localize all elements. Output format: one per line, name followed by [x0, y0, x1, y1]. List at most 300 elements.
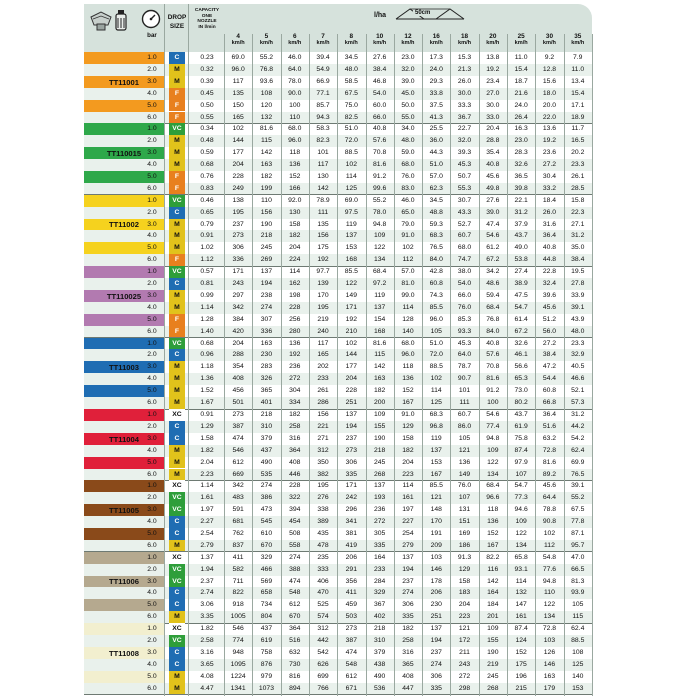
pressure-cell: 1.0 [147, 268, 157, 276]
rate-cell: 22.7 [457, 125, 472, 133]
capacity-cell: 2.79 [200, 541, 214, 549]
rate-cell: 192 [289, 351, 301, 359]
rate-cell: 91.3 [457, 553, 472, 561]
rate-cell: 419 [345, 541, 357, 549]
rate-cell: 341 [345, 518, 357, 526]
rate-cell: 57.6 [373, 137, 387, 145]
rate-cell: 79.0 [401, 220, 415, 228]
rate-cell: 190 [373, 434, 386, 442]
rate-cell: 296 [345, 506, 357, 514]
drop-size-cell: C [169, 599, 185, 611]
rate-cell: 60.7 [457, 232, 472, 240]
rate-cell: 20.4 [486, 125, 500, 133]
rate-cell: 62.4 [571, 625, 585, 633]
rate-cell: 77.3 [514, 494, 528, 502]
rate-cell: 39.8 [514, 184, 528, 192]
rate-cell: 218 [373, 446, 386, 454]
rate-cell: 32.9 [571, 351, 585, 359]
rate-cell: 18.4 [542, 196, 557, 204]
rate-cell: 144 [345, 351, 357, 359]
drop-size-cell: M [169, 290, 185, 302]
rate-cell: 36.4 [542, 411, 557, 418]
speed-unit: km/h [542, 40, 556, 46]
rate-cell: 27.8 [571, 280, 585, 288]
rate-cell: 447 [402, 684, 414, 692]
speed-value: 20 [489, 33, 497, 40]
pressure-cell: 3.0 [147, 291, 157, 299]
rate-cell: 170 [430, 518, 442, 526]
rate-cell: 286 [317, 399, 329, 407]
rate-cell: 1073 [258, 684, 274, 692]
rate-cell: 164 [487, 589, 499, 597]
rate-cell: 107 [515, 470, 527, 478]
rate-cell: 117 [317, 339, 329, 347]
speed-unit: km/h [344, 40, 358, 46]
rate-cell: 43.3 [457, 208, 472, 216]
rate-cell: 142 [317, 184, 329, 192]
rate-cell: 75.8 [514, 434, 528, 442]
rate-cell: 68.3 [429, 232, 443, 240]
rate-cell: 288 [232, 351, 244, 359]
rate-cell: 291 [345, 565, 357, 573]
rate-cell: 245 [260, 244, 273, 252]
rate-cell: 33.8 [429, 89, 443, 97]
rate-cell: 15.4 [571, 89, 585, 97]
capacity-cell: 0.83 [200, 184, 214, 192]
column-divider [281, 34, 282, 696]
rate-cell: 60.8 [429, 280, 443, 288]
rate-cell: 21.3 [457, 65, 472, 73]
rate-cell: 13.4 [571, 77, 585, 85]
rate-cell: 61.2 [486, 244, 500, 252]
speed-unit: km/h [514, 40, 528, 46]
rate-cell: 109 [373, 232, 386, 240]
rate-cell: 333 [317, 565, 329, 573]
rate-cell: 94.6 [514, 506, 528, 514]
rate-cell: 136 [289, 161, 301, 169]
rate-cell: 699 [317, 672, 329, 680]
rate-cell: 52.7 [457, 220, 472, 228]
rate-cell: 70.8 [486, 363, 500, 371]
rate-cell: 60.8 [542, 387, 557, 395]
rate-cell: 191 [430, 529, 442, 537]
capacity-cell: 0.59 [200, 149, 214, 157]
rate-cell: 32.0 [457, 137, 472, 145]
rate-cell: 48.0 [571, 327, 585, 335]
rate-cell: 167 [402, 399, 414, 407]
rate-cell: 335 [373, 541, 386, 549]
pressure-cell: 1.0 [147, 411, 157, 418]
rate-cell: 804 [260, 613, 273, 621]
pressure-cell: 6.0 [147, 256, 157, 264]
rate-cell: 39.6 [542, 291, 557, 299]
pressure-cell: 2.0 [147, 494, 157, 502]
drop-size-cell: M [169, 385, 185, 397]
pressure-cell: 3.0 [147, 149, 157, 157]
rate-cell: 36.4 [542, 232, 557, 240]
column-divider [337, 34, 338, 696]
rate-cell: 274 [260, 482, 273, 490]
capacity-cell: 3.35 [200, 613, 214, 621]
speed-header [535, 34, 563, 46]
rate-cell: 18.9 [571, 113, 585, 121]
rate-cell: 312 [317, 446, 329, 454]
speed-value: 10 [376, 33, 384, 40]
pressure-cell: 5.0 [147, 172, 157, 180]
rate-cell: 50.0 [401, 101, 415, 109]
rate-cell: 342 [232, 482, 244, 490]
speed-value: 5 [264, 33, 269, 40]
rate-cell: 233 [317, 375, 329, 383]
rate-cell: 548 [289, 589, 301, 597]
nozzle-name: TT11002 [109, 220, 139, 230]
rate-cell: 254 [402, 529, 414, 537]
pressure-cell: 2.0 [147, 208, 157, 216]
rate-cell: 152 [402, 387, 414, 395]
rate-cell: 273 [345, 625, 357, 633]
rate-cell: 218 [260, 411, 273, 418]
rate-cell: 68.4 [373, 268, 387, 276]
drop-size-cell: M [169, 457, 185, 469]
rate-cell: 273 [345, 446, 357, 454]
rate-cell: 77.4 [486, 422, 500, 430]
rate-cell: 194 [345, 422, 357, 430]
rate-cell: 610 [260, 529, 273, 537]
rate-cell: 20.2 [571, 149, 585, 157]
rate-cell: 163 [543, 672, 556, 680]
rate-cell: 1224 [230, 672, 246, 680]
rate-cell: 28.8 [486, 137, 500, 145]
bottle-icon [114, 9, 128, 31]
rate-cell: 119 [430, 434, 442, 442]
rate-cell: 48.0 [401, 137, 415, 145]
rate-cell: 274 [289, 553, 301, 561]
drop-size-cell: VC [169, 576, 185, 588]
pressure-cell: 5.0 [147, 387, 157, 395]
rate-cell: 38.4 [571, 256, 585, 264]
capacity-cell: 1.02 [200, 244, 214, 252]
rate-cell: 379 [373, 648, 386, 656]
pressure-cell: 1.0 [147, 196, 157, 204]
rate-cell: 107 [458, 494, 471, 502]
rate-cell: 137 [402, 553, 414, 561]
rate-cell: 178 [430, 577, 442, 585]
speed-header [224, 34, 252, 46]
rate-cell: 137 [430, 625, 442, 633]
rate-cell: 32.4 [542, 280, 557, 288]
rate-cell: 152 [487, 529, 499, 537]
rate-cell: 46.0 [288, 54, 302, 61]
rate-cell: 118 [402, 363, 414, 371]
rate-cell: 206 [345, 553, 357, 561]
pressure-cell: 2.0 [147, 351, 157, 359]
rate-cell: 23.0 [401, 54, 415, 61]
rate-cell: 582 [232, 565, 244, 573]
rate-cell: 102 [402, 244, 414, 252]
rate-cell: 90.0 [288, 89, 302, 97]
rate-cell: 136 [487, 518, 499, 526]
rate-cell: 53.8 [514, 256, 528, 264]
rate-cell: 19.5 [571, 268, 585, 276]
rate-cell: 261 [317, 387, 329, 395]
rate-cell: 57.0 [429, 172, 443, 180]
rate-cell: 237 [402, 577, 414, 585]
rate-cell: 68.0 [401, 161, 415, 169]
pressure-cell: 5.0 [147, 244, 157, 252]
rate-cell: 670 [260, 541, 273, 549]
rate-cell: 388 [289, 565, 301, 573]
drop-size-cell: F [169, 171, 185, 183]
rate-cell: 99.0 [401, 291, 415, 299]
rate-cell: 272 [458, 672, 471, 680]
rate-cell: 591 [232, 506, 244, 514]
drop-size-cell: F [169, 314, 185, 326]
rate-cell: 276 [317, 494, 329, 502]
rate-cell: 69.9 [571, 458, 585, 466]
rate-cell: 151 [458, 518, 471, 526]
rate-cell: 62.3 [429, 184, 443, 192]
rate-cell: 17.3 [429, 54, 443, 61]
rate-cell: 72.0 [344, 137, 358, 145]
rate-cell: 175 [317, 244, 329, 252]
rate-cell: 97.5 [344, 208, 358, 216]
rate-cell: 146 [543, 660, 556, 668]
rate-cell: 21.6 [514, 89, 528, 97]
rate-cell: 258 [289, 422, 301, 430]
speed-header [366, 34, 394, 46]
rate-cell: 87.4 [514, 625, 528, 633]
rate-cell: 54.8 [542, 553, 557, 561]
rate-cell: 200 [373, 399, 386, 407]
rate-cell: 64.0 [288, 65, 302, 73]
rate-cell: 446 [289, 470, 301, 478]
rate-cell: 42.8 [429, 268, 443, 276]
speed-value: 35 [574, 33, 582, 40]
rate-cell: 77.1 [316, 89, 330, 97]
rate-cell: 230 [430, 601, 442, 609]
pressure-cell: 5.0 [147, 315, 157, 323]
rate-cell: 387 [232, 422, 244, 430]
rate-cell: 137 [345, 232, 357, 240]
rate-cell: 435 [317, 529, 329, 537]
speed-header [450, 34, 478, 46]
capacity-cell: 1.37 [200, 553, 214, 561]
rate-cell: 364 [289, 625, 301, 633]
rate-cell: 190 [487, 648, 499, 656]
pressure-cell: 6.0 [147, 399, 157, 407]
pressure-cell: 1.0 [147, 54, 157, 61]
rate-cell: 122 [515, 529, 527, 537]
rate-cell: 545 [260, 518, 273, 526]
capacity-label [190, 8, 224, 30]
rate-cell: 108 [260, 89, 273, 97]
capacity-cell: 0.34 [200, 125, 214, 133]
rate-cell: 401 [260, 399, 273, 407]
rate-cell: 22.1 [514, 196, 528, 204]
rate-cell: 38.9 [514, 280, 528, 288]
rate-cell: 171 [232, 268, 244, 276]
rate-cell: 29.3 [429, 77, 443, 85]
rate-cell: 93.1 [514, 565, 528, 573]
rate-cell: 91.2 [486, 387, 500, 395]
rate-cell: 51.0 [429, 339, 443, 347]
drop-size-cell: F [169, 183, 185, 195]
rate-cell: 69.0 [231, 54, 245, 61]
rate-cell: 218 [373, 625, 386, 633]
drop-size-cell: M [169, 302, 185, 314]
rate-cell: 26.0 [542, 208, 557, 216]
rate-cell: 91.0 [401, 411, 415, 418]
rate-cell: 105 [458, 434, 471, 442]
rate-cell: 74.7 [457, 256, 472, 264]
capacity-line-3: NOZZLE [197, 19, 217, 25]
rate-cell: 94.8 [373, 220, 387, 228]
rate-cell: 56.6 [514, 363, 528, 371]
rate-cell: 66.0 [457, 291, 472, 299]
rate-cell: 76.8 [486, 315, 500, 323]
rate-cell: 152 [515, 648, 527, 656]
rate-cell: 125 [430, 399, 442, 407]
nozzle-name: TT11001 [109, 77, 139, 87]
rate-cell: 65.0 [401, 208, 415, 216]
rate-cell: 329 [260, 553, 273, 561]
drop-size-cell: F [169, 112, 185, 124]
rate-cell: 75.0 [344, 101, 358, 109]
rate-cell: 90.8 [542, 518, 557, 526]
rate-cell: 47.4 [486, 220, 500, 228]
rate-cell: 354 [232, 363, 244, 371]
rate-cell: 44.8 [542, 256, 557, 264]
rate-cell: 470 [317, 589, 329, 597]
rate-cell: 198 [289, 291, 301, 299]
rate-cell: 102 [345, 161, 357, 169]
rate-cell: 169 [458, 529, 471, 537]
drop-size-cell: M [169, 611, 185, 623]
capacity-cell: 2.37 [200, 577, 214, 585]
rate-cell: 97.7 [316, 268, 330, 276]
rate-cell: 100 [487, 399, 499, 407]
nozzle-name: TT11006 [109, 577, 139, 587]
rate-cell: 536 [373, 684, 386, 692]
capacity-cell: 1.40 [200, 327, 214, 335]
rate-cell: 84.0 [429, 256, 443, 264]
rate-cell: 34.0 [401, 125, 415, 133]
rate-cell: 81.6 [373, 339, 387, 347]
rate-cell: 68.0 [288, 125, 302, 133]
rate-cell: 535 [260, 470, 273, 478]
rate-cell: 131 [458, 506, 471, 514]
rate-cell: 23.0 [514, 137, 528, 145]
rate-cell: 473 [260, 506, 273, 514]
capacity-cell: 0.76 [200, 172, 214, 180]
rate-cell: 85.3 [457, 315, 472, 323]
capacity-cell: 1.12 [200, 256, 214, 264]
rate-cell: 155 [373, 422, 386, 430]
rate-cell: 168 [345, 256, 357, 264]
rate-cell: 69.0 [344, 196, 358, 204]
rate-cell: 33.9 [571, 291, 585, 299]
rate-cell: 36.0 [429, 137, 443, 145]
capacity-cell: 2.27 [200, 518, 214, 526]
rate-cell: 384 [232, 315, 244, 323]
rate-cell: 135 [317, 220, 329, 228]
rate-cell: 45.6 [486, 172, 500, 180]
rate-cell: 91.0 [401, 232, 415, 240]
rate-cell: 54.7 [514, 482, 528, 490]
capacity-cell: 1.14 [200, 303, 214, 311]
column-divider [479, 34, 480, 696]
rate-cell: 68.0 [457, 244, 472, 252]
rate-cell: 43.7 [514, 411, 528, 418]
rate-cell: 251 [345, 399, 357, 407]
rate-cell: 45.3 [457, 161, 472, 169]
rate-cell: 85.7 [316, 101, 330, 109]
rate-cell: 78.8 [542, 506, 557, 514]
rate-cell: 194 [402, 565, 414, 573]
rate-cell: 94.3 [316, 113, 330, 121]
rate-cell: 110 [544, 589, 555, 597]
rate-cell: 437 [260, 625, 273, 633]
rate-cell: 490 [260, 458, 273, 466]
pressure-cell: 3.0 [147, 648, 157, 656]
rate-cell: 365 [402, 660, 414, 668]
rate-cell: 306 [232, 244, 244, 252]
rate-cell: 138 [232, 196, 244, 204]
rate-cell: 96.6 [486, 494, 500, 502]
rate-cell: 822 [232, 589, 244, 597]
rate-cell: 210 [345, 327, 357, 335]
drop-size-cell: M [169, 230, 185, 242]
rate-cell: 204 [345, 375, 357, 383]
pressure-cell: 3.0 [147, 220, 157, 228]
rate-cell: 76.0 [401, 172, 415, 180]
rate-cell: 223 [402, 470, 414, 478]
rate-cell: 9.2 [544, 54, 555, 61]
drop-size-cell: M [169, 242, 185, 254]
drop-size-cell: VC [169, 195, 185, 207]
rate-cell: 16.5 [571, 137, 585, 145]
rate-cell: 816 [289, 672, 301, 680]
rate-cell: 108 [572, 648, 584, 656]
speed-value: 16 [432, 33, 440, 40]
rate-cell: 105 [572, 601, 584, 609]
rate-cell: 34.5 [344, 54, 358, 61]
rate-cell: 49.0 [514, 244, 528, 252]
rate-cell: 243 [458, 660, 471, 668]
rate-cell: 382 [317, 470, 329, 478]
pressure-cell: 2.0 [147, 422, 157, 430]
rate-cell: 30.7 [457, 196, 472, 204]
drop-size-cell: C [169, 421, 185, 433]
rate-cell: 32.6 [514, 339, 528, 347]
rate-cell: 306 [430, 672, 442, 680]
rate-cell: 134 [543, 613, 556, 621]
rate-cell: 158 [402, 434, 414, 442]
rate-cell: 57.0 [401, 268, 415, 276]
rate-cell: 168 [373, 327, 386, 335]
rate-cell: 114 [402, 482, 414, 490]
speed-header [309, 34, 337, 46]
rate-cell: 478 [317, 541, 329, 549]
capacity-cell: 0.32 [200, 65, 214, 73]
rate-cell: 182 [289, 232, 301, 240]
drop-size-cell: M [169, 540, 185, 552]
drop-size-cell: M [169, 373, 185, 385]
capacity-cell: 1.18 [200, 363, 214, 371]
rate-cell: 144 [232, 137, 244, 145]
rate-cell: 268 [487, 684, 499, 692]
speed-unit: km/h [259, 40, 273, 46]
